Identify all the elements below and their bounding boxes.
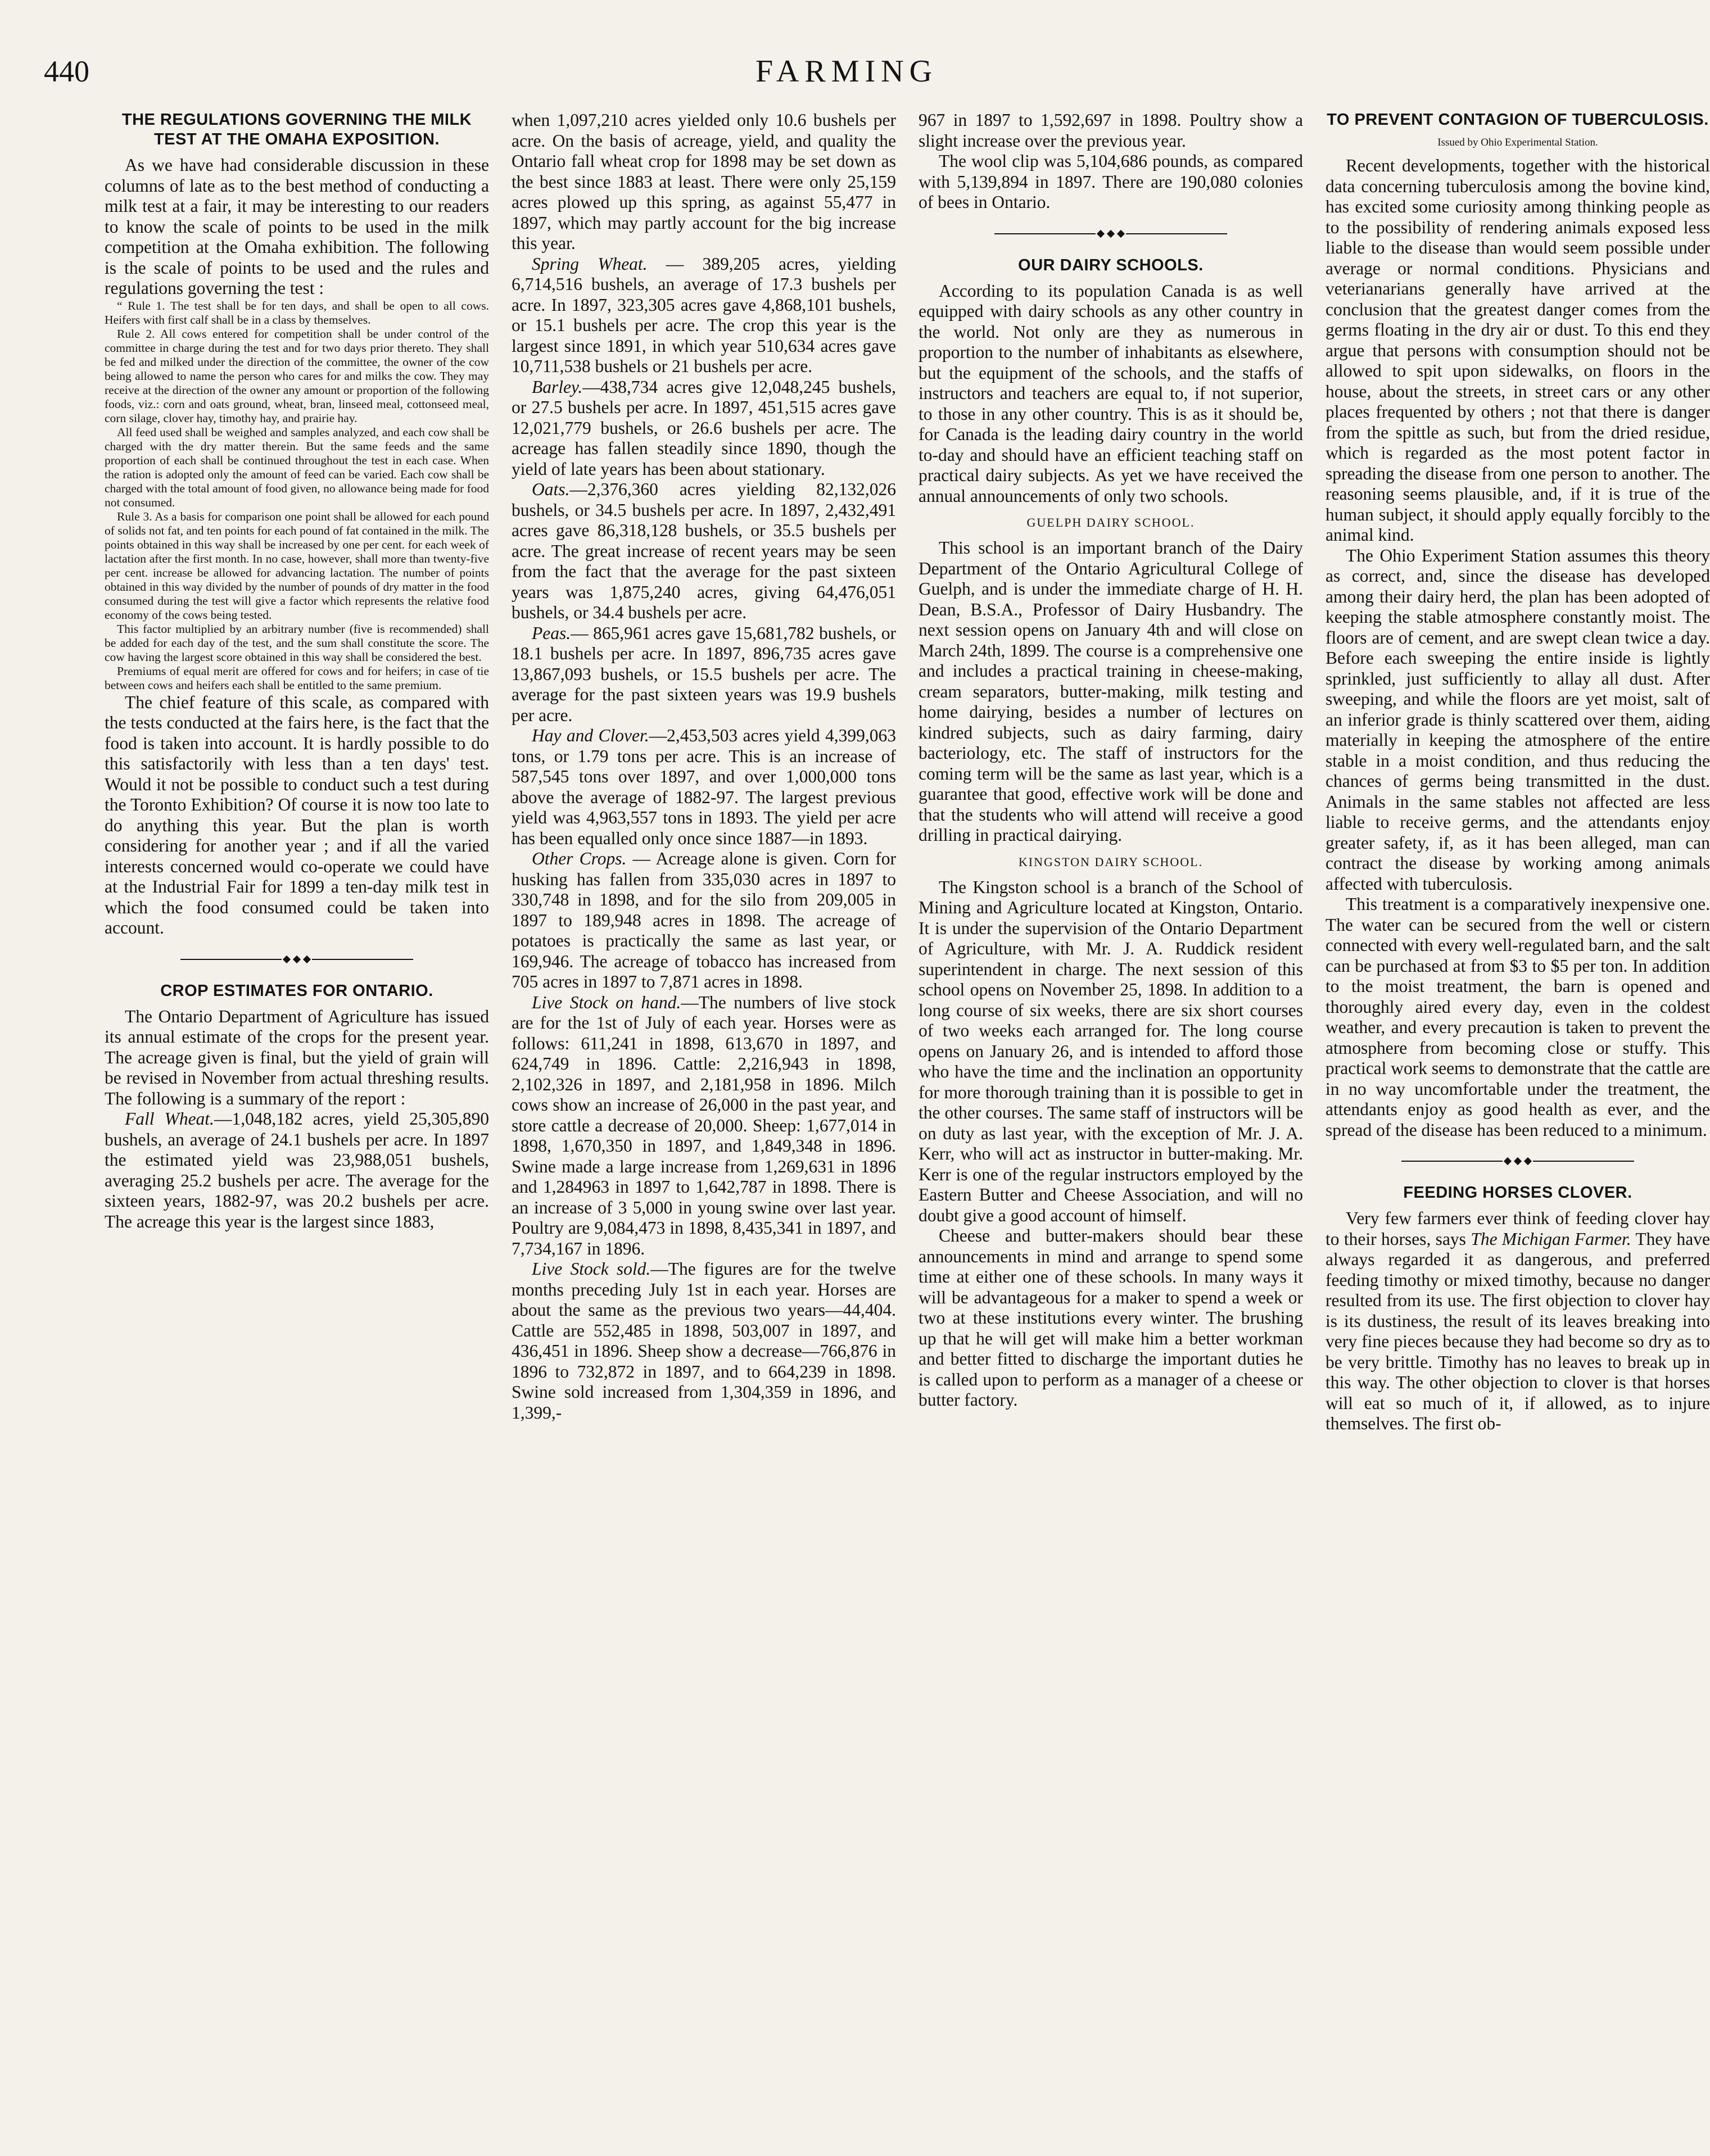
article-paragraph: As we have had considerable discussion in these columns of late as to the best method of conducting a milk test at a fair, it may be interesting to our readers to know the scale of points to be used in the milk competition at the Omaha exhibition. The following is the scale of points to be used and the rules and regulations governing the test :: [105, 155, 489, 298]
article-milk-test: [105, 110, 489, 939]
article-title: TO PREVENT CONTAGION OF TUBERCULOSIS.: [1327, 111, 1709, 129]
article-paragraph: [105, 1109, 489, 1232]
article-paragraph: [512, 479, 896, 623]
article-paragraph: [1326, 1208, 1710, 1434]
page-number: 440: [44, 55, 89, 88]
paragraph-text: —2,376,360 acres yielding 82,132,026 bushels, or 34.5 bushels per acre. In 1897, 2,432,491 acres gave 86,318,128 bushels, or 35.5 bushels per acre. The great increase of recent years may be seen from the fact that the average for the past sixteen years was 1,875,240 acres, giving 64,476,051 bushels, or 34.4 bushels per acre.: [512, 479, 896, 622]
article-paragraph: [512, 993, 896, 1260]
article-dairy-schools: [919, 256, 1303, 1411]
rule-paragraph: This factor multiplied by an arbitrary number (five is recommended) shall be added for each day of the test, and the sum shall constitute the score. The cow having the largest score obtained in this way shall be considered the best.: [105, 622, 489, 664]
paragraph-text: —438,734 acres give 12,048,245 bushels, or 27.5 bushels per acre. In 1897, 451,515 acres gave 12,021,779 bushels, or 26.6 bushels per acre. The acreage has fallen steadily since 1890, though the yield of late years has been about stationary.: [512, 377, 896, 479]
paragraph-text: — 389,205 acres, yielding 6,714,516 bushels, an average of 17.3 bushels per acre. In 1897, 323,305 acres gave 4,868,101 bushels, or 15.1 bushels per acre. The crop this year is the largest since 1891, in which year 510,634 acres gave 10,711,538 bushels or 21 bushels per acre.: [512, 253, 897, 376]
article-tuberculosis: [1326, 110, 1710, 1140]
rule-paragraph: Rule 3. As a basis for comparison one point shall be allowed for each pound of solids not fat, and ten points for each pound of fat contained in the milk. The points obtained in this way shall be increased by one per cent. for each week of lactation after the first month. In no case, however, shall more than twenty-five per cent. increase be allowed for advancing lactation. The number of points obtained in this way divided by the number of pounds of dry matter in the food consumed during the test will give a factor which represents the relative food economy of the cows being tested.: [105, 509, 489, 622]
run-in-heading: Other Crops.: [532, 849, 627, 868]
article-crop-estimates: [105, 981, 489, 1233]
article-paragraph: Cheese and butter-makers should bear these announcements in mind and arrange to spend some time at either one of these schools. In many ways it will be advantageous for a maker to spend a week or two at these institutions every winter. The brushing up that he will get will make him a better workman and better fitted to discharge the important duties he is called upon to perform as a manager of a cheese or butter factory.: [919, 1226, 1303, 1410]
article-feeding-horses: [1326, 1183, 1710, 1434]
run-in-heading: Live Stock sold.: [532, 1259, 651, 1279]
article-byline: Issued by Ohio Experimental Station.: [1437, 137, 1598, 148]
section-divider: [105, 951, 489, 968]
column-4: [1326, 110, 1710, 2128]
rules-list: [105, 299, 489, 692]
article-title: FEEDING HORSES CLOVER.: [1403, 1184, 1632, 1202]
column-1: [105, 110, 489, 2128]
rule-paragraph: Premiums of equal merit are offered for cows and for heifers; in case of tie between cows and heifers each shall be entitled to the same premium.: [105, 664, 489, 692]
paragraph-text: —2,453,503 acres yield 4,399,063 tons, or 1.79 tons per acre. This is an increase of 587,545 tons over 1897, and over 1,000,000 tons above the average of 1882-97. The largest previous yield was 4,963,557 tons in 1893. The yield per acre has been equalled only once since 1887—in 1893.: [512, 726, 896, 848]
article-paragraph: Recent developments, together with the historical data concerning tuberculosis among the bovine kind, has excited some curiosity among thinking people as to the possibility of rendering animals exposed less liable to the disease than would seem possible under average or normal conditions. Physicians and veterianarians generally have arrived at the conclusion that the greatest danger comes from the germs floating in the dry air or dust. To this end they argue that persons with consumption should not be allowed to spit upon sidewalks, on floors in the house, about the streets, in street cars or any other places frequented by others ; not that there is danger from the spittle as such, but from the dried residue, which is regarded as the most potent factor in spreading the disease from one person to another. The reasoning seems plausible, and, if it is true of the human subject, it should apply equally forcibly to the animal kind.: [1326, 156, 1710, 545]
article-paragraph: The Ohio Experiment Station assumes this theory as correct, and, since the disease has developed among their dairy herd, the plan has been adopted of keeping the stable atmosphere constantly moist. The floors are of cement, and are swept clean twice a day. Before each sweeping the entire inside is lightly sprinkled, just sufficiently to allay all dust. After sweeping, and while the floors are yet moist, salt of an inferior grade is thinly scattered over them, aiding materially in keeping the atmosphere of the entire stable in a moist condition, and thus reducing the chances of germs being transmitted in the dust. Animals in the same stables not affected are less liable to receive germs, and the attendants enjoy greater safety, if, as it has been alleged, man can contract the disease by working among animals affected with tuberculosis.: [1326, 545, 1710, 894]
article-paragraph: The Ontario Department of Agriculture has issued its annual estimate of the crops for the present year. The acreage given is final, but the yield of grain will be revised in November from actual threshing results. The following is a summary of the report :: [105, 1006, 489, 1108]
article-paragraph: The wool clip was 5,104,686 pounds, as compared with 5,139,894 in 1897. There are 190,080 colonies of bees in Ontario.: [919, 151, 1303, 212]
run-in-heading: Fall Wheat.: [125, 1109, 214, 1129]
paragraph-text: —The numbers of live stock are for the 1st of July of each year. Horses were as follows: 611,241 in 1898, 613,670 in 1897, and 624,749 in 1896. Cattle: 2,216,943 in 1898, 2,102,326 in 1897, and 2,181,958 in 1896. Milch cows show an increase of 26,000 in the past year, and store cattle a decrease of 20,000. Sheep: 1,677,014 in 1898, 1,670,350 in 1897, and 1,849,348 in 1896. Swine made a large increase from 1,269,631 in 1896 and 1,284963 in 1897 to 1,642,787 in 1898. There is an increase of 3 5,000 in young swine over last year. Poultry are 9,084,473 in 1898, 8,435,341 in 1897, and 7,734,167 in 1896.: [512, 992, 896, 1258]
source-citation: The Michigan Farmer.: [1471, 1229, 1631, 1249]
run-in-heading: Peas.: [532, 623, 571, 643]
article-paragraph: [512, 623, 896, 726]
paragraph-text: — Acreage alone is given. Corn for husking has fallen from 335,030 acres in 1897 to 330,748 in 1898, and for the silo from 209,005 in 1897 to 189,948 acres in 1898. The acreage of potatoes is practically the same as last year, or 169,946. The acreage of tobacco has increased from 705 acres in 1897 to 7,871 acres in 1898.: [512, 849, 896, 991]
paragraph-text: —The figures are for the twelve months preceding July 1st in each year. Horses are about the same as the previous two years—44,404. Cattle are 552,485 in 1898, 503,007 in 1897, and 436,451 in 1896. Sheep show a decrease—766,876 in 1896 to 732,872 in 1897, and to 664,239 in 1898. Swine sold increased from 1,304,359 in 1896, and 1,399,-: [512, 1259, 896, 1423]
run-in-heading: Spring Wheat.: [532, 253, 648, 274]
subsection-title: GUELPH DAIRY SCHOOL.: [1026, 515, 1195, 529]
run-in-heading: Hay and Clover.: [532, 726, 649, 745]
article-title: OUR DAIRY SCHOOLS.: [1018, 256, 1204, 274]
article-paragraph: [512, 377, 896, 480]
run-in-heading: Barley.: [532, 377, 583, 397]
rule-paragraph: “ Rule 1. The test shall be for ten days, and shall be open to all cows. Heifers with first calf shall be in a class by themselves.: [105, 298, 489, 327]
run-in-heading: Oats.: [532, 479, 570, 499]
rule-paragraph: All feed used shall be weighed and samples analyzed, and each cow shall be charged with the dry matter therein. But the same feeds and the same proportion of each shall be continued throughout the test in each case. When the ration is adopted only the amount of feed can be varied. Each cow shall be charged with the total amount of food given, no allowance being made for food not consumed.: [105, 425, 489, 509]
section-divider: [919, 225, 1303, 242]
subsection-title: KINGSTON DAIRY SCHOOL.: [1018, 854, 1204, 869]
rule-paragraph: Rule 2. All cows entered for competition shall be under control of the committee in charge during the test and for two days prior thereto. They shall be fed and milked under the direction of the committee, the owner of the cow being allowed to name the person who cares for and milks the cow. They may receive at the direction of the owner any amount or proportion of the following foods, viz.: corn and oats ground, wheat, bran, linseed meal, cottonseed meal, corn silage, clover hay, timothy hay, and prairie hay.: [105, 327, 489, 425]
column-2: [512, 110, 896, 2128]
article-paragraph: 967 in 1897 to 1,592,697 in 1898. Poultry show a slight increase over the previous year.: [919, 110, 1303, 151]
column-3: [919, 110, 1303, 2128]
article-paragraph: [512, 849, 896, 993]
article-paragraph: The chief feature of this scale, as compared with the tests conducted at the fairs here, is the fact that the food is taken into account. It is hardly possible to do this satisfactorily with less than a ten days' test. Would it not be possible to conduct such a test during the Toronto Exhibition? Of course it is now too late to do anything this year. But the plan is worth considering for another year ; and if all the varied interests concerned would co-operate we could have at the Industrial Fair for 1899 a ten-day milk test in which the food consumed could be taken into account.: [105, 692, 489, 937]
paragraph-text: They have always regarded it as dangerous, and preferred feeding timothy or mixed timothy, because no danger resulted from its use. The first objection to clover hay is its dustiness, the result of its leaves breaking into very fine pieces because they had become so dry as to be very brittle. Timothy has no leaves to break up in this way. The other objection to clover is that horses will eat so much of it, if allowed, as to injure themselves. The first ob-: [1326, 1229, 1710, 1433]
article-paragraph: [512, 254, 896, 377]
article-paragraph: [512, 1259, 896, 1423]
article-columns: [105, 110, 1710, 2128]
article-paragraph: According to its population Canada is as well equipped with dairy schools as any other country in the world. Not only are they as numerous in proportion to the number of inhabitants as elsewhere, but the equipment of the schools, and the staffs of instructors and teachers are equal to, if not superior, to those in any other country. This is as it should be, for Canada is the leading dairy country in the world to-day and should have an efficient teaching staff on practical dairy subjects. As yet we have received the annual announcements of only two schools.: [919, 280, 1303, 506]
article-title: THE REGULATIONS GOVERNING THE MILK TEST AT THE OMAHA EXPOSITION.: [121, 111, 472, 148]
article-paragraph: when 1,097,210 acres yielded only 10.6 bushels per acre. On the basis of acreage, yield, and quality the Ontario fall wheat crop for 1898 may be set down as the best since 1883 at least. There were only 25,159 acres plowed up this spring, as against 55,477 in 1897, which may partly account for the big increase this year.: [512, 110, 896, 253]
paragraph-text: Very few farmers ever think of feeding clover hay to their horses, says: [1326, 1208, 1710, 1249]
article-paragraph: [512, 726, 896, 849]
run-in-heading: Live Stock on hand.: [532, 992, 681, 1012]
article-title: CROP ESTIMATES FOR ONTARIO.: [160, 981, 433, 1000]
running-head: FARMING: [755, 54, 938, 89]
article-paragraph: The Kingston school is a branch of the School of Mining and Agriculture located at Kingston, Ontario. It is under the supervision of the Ontario Department of Agriculture, with Mr. J. A. Ruddick resident superintendent in charge. The next session of this school opens on November 25, 1898. In addition to a long course of six weeks, there are six short courses of two weeks each arranged for. The long course opens on January 26, and is intended to afford those who have the time and the inclination an opportunity for more thorough training than it is possible to get in the other courses. The same staff of instructors will be on duty as last year, with the exception of Mr. J. A. Kerr, who will act as instructor in butter-making. Mr. Kerr is one of the regular instructors employed by the Eastern Butter and Cheese Association, and will no doubt give a good account of himself.: [919, 877, 1303, 1225]
paragraph-text: —1,048,182 acres, yield 25,305,890 bushels, an average of 24.1 bushels per acre. In 1897 the estimated yield was 23,988,051 bushels, averaging 25.2 bushels per acre. The average for the sixteen years, 1882-97, was 20.2 bushels per acre. The acreage this year is the largest since 1883,: [105, 1109, 489, 1231]
paragraph-text: — 865,961 acres gave 15,681,782 bushels, or 18.1 bushels per acre. In 1897, 896,735 acres gave 13,867,093 bushels, or 15.5 bushels per acre. The average for the past sixteen years was 19.9 bushels per acre.: [512, 623, 896, 725]
section-divider: [1326, 1153, 1710, 1170]
article-paragraph: This treatment is a comparatively inexpensive one. The water can be secured from the well or cistern connected with every well-regulated barn, and the salt can be purchased at from $3 to $5 per ton. In addition to the moist treatment, the barn is opened and thoroughly aired every day, even in the coldest weather, and every precaution is taken to prevent the atmosphere from becoming close or stuffy. This practical work seems to demonstrate that the cattle are in no way uncomfortable under the treatment, the attendants enjoy as good health as ever, and the spread of the disease has been reduced to a minimum.: [1326, 894, 1710, 1140]
article-paragraph: This school is an important branch of the Dairy Department of the Ontario Agricultural College of Guelph, and is under the immediate charge of H. H. Dean, B.S.A., Professor of Dairy Husbandry. The next session opens on January 4th and will close on March 24th, 1899. The course is a comprehensive one and includes a practical training in cheese-making, cream separators, butter-making, milk testing and home dairying, besides a number of lectures on kindred subjects, such as dairy farming, dairy bacteriology, etc. The staff of instructors for the coming term will be the same as last year, which is a guarantee that good, effective work will be done and that the students who will attend will receive a good drilling in practical dairying.: [919, 538, 1303, 845]
page-header: [44, 52, 1649, 91]
